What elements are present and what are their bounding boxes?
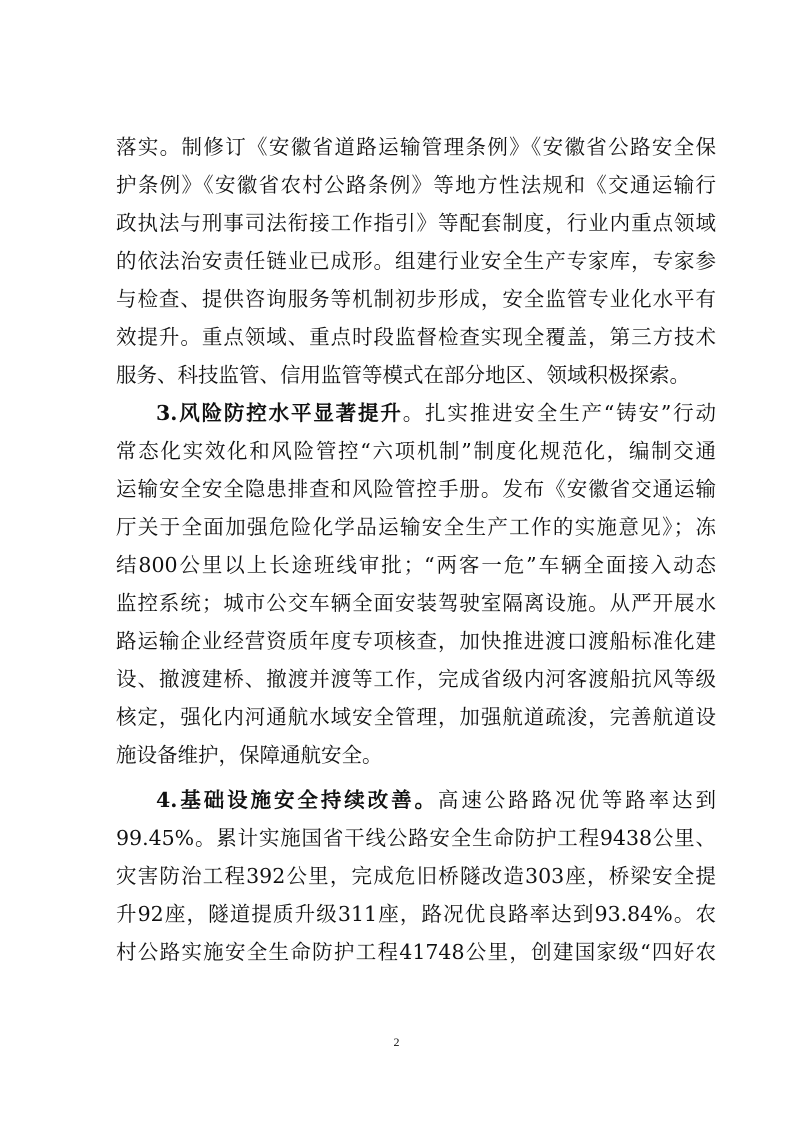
document-body — [116, 128, 716, 971]
text-line: 核定，强化内河通航水域安全管理，加强航道疏浚，完善航道设 — [116, 705, 716, 729]
text-line: 99.45%。累计实施国省干线公路安全生命防护工程9438公里、 — [116, 826, 716, 850]
text-line: 升92座，隧道提质升级311座，路况优良路率达到93.84%。农 — [116, 902, 716, 926]
paragraph-infrastructure — [116, 781, 716, 971]
text-line: 路运输企业经营资质年度专项核查，加快推进渡口渡船标准化建 — [116, 629, 716, 653]
text-line: 设、撤渡建桥、撤渡并渡等工作，完成省级内河客渡船抗风等级 — [116, 667, 716, 691]
paragraph-continuation — [116, 128, 716, 394]
text-line: 常态化实效化和风险管控“六项机制”制度化规范化，编制交通 — [116, 439, 716, 463]
paragraph-first-line — [116, 781, 716, 819]
page-number: 2 — [393, 1035, 400, 1049]
paragraph-risk-control — [116, 394, 716, 774]
text-line: 的依法治安责任链业已成形。组建行业安全生产专家库，专家参 — [116, 249, 716, 273]
text-line: 落实。制修订《安徽省道路运输管理条例》《安徽省公路安全保 — [116, 135, 716, 159]
text-span: 高速公路路况优等路率达到 — [437, 788, 716, 812]
text-line: 监控系统；城市公交车辆全面安装驾驶室隔离设施。从严开展水 — [116, 591, 716, 615]
text-line: 运输安全安全隐患排查和风险管控手册。发布《安徽省交通运输 — [116, 477, 716, 501]
text-line: 服务、科技监管、信用监管等模式在部分地区、领域积极探索。 — [116, 363, 690, 387]
text-line: 灾害防治工程392公里，完成危旧桥隧改造303座，桥梁安全提 — [116, 864, 716, 888]
text-line: 与检查、提供咨询服务等机制初步形成，安全监管专业化水平有 — [116, 287, 716, 311]
text-line: 效提升。重点领域、重点时段监督检查实现全覆盖，第三方技术 — [116, 325, 716, 349]
section-heading: 4.基础设施安全持续改善。 — [156, 788, 438, 812]
text-line: 政执法与刑事司法衔接工作指引》等配套制度，行业内重点领域 — [116, 211, 716, 235]
text-line: 结800公里以上长途班线审批；“两客一危”车辆全面接入动态 — [116, 553, 716, 577]
text-line: 村公路实施安全生命防护工程41748公里，创建国家级“四好农 — [116, 940, 716, 964]
text-line: 护条例》《安徽省农村公路条例》等地方性法规和《交通运输行 — [116, 173, 716, 197]
text-span: 。扎实推进安全生产“铸安”行动 — [402, 401, 716, 425]
section-heading: 3.风险防控水平显著提升 — [156, 401, 403, 425]
paragraph-first-line — [116, 394, 716, 432]
text-line: 厅关于全面加强危险化学品运输安全生产工作的实施意见》；冻 — [116, 515, 716, 539]
text-line: 施设备维护，保障通航安全。 — [116, 743, 383, 767]
